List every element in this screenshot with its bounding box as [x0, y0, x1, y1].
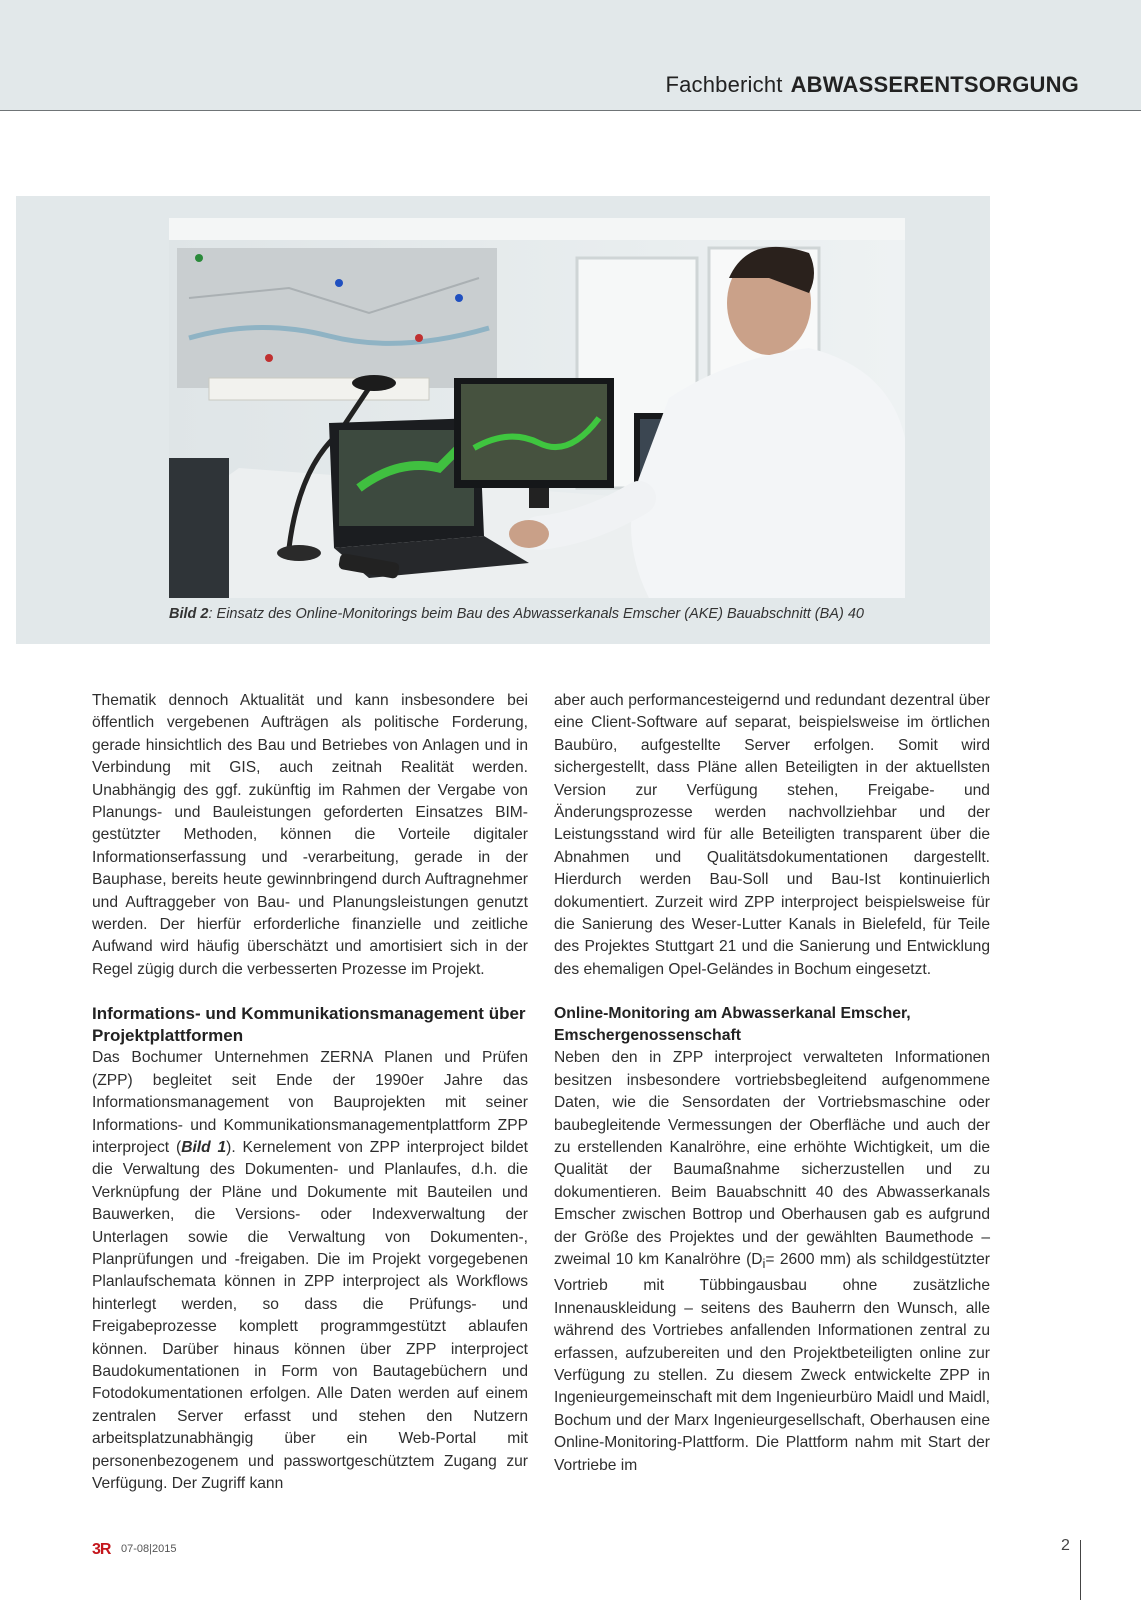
- right-paragraph-1: aber auch performancesteigernd und redundant dezentral über eine Client-Software auf separat, beispielsweise im örtlichen Baubüro, aufgestellte Server erfolgen. Somit wird sichergestellt, dass Pläne allen Beteiligten in der aktuellsten Version zur Verfügung stehen, Freigabe- und Änderungsprozesse werden nachvollziehbar und der Leistungsstand wird für alle Beteiligten transparent über die Abnahmen und Qualitätsdokumentationen dargestellt. Hierdurch werden Bau-Soll und Bau-Ist kontinuierlich dokumentiert. Zurzeit wird ZPP interproject beispielsweise für die Sanierung des Weser-Lutter Kanals in Bielefeld, für Teile des Projektes Stuttgart 21 und die Sanierung und Entwicklung des ehemaligen Opel-Geländes in Bochum eingesetzt.: [554, 692, 990, 978]
- right-column: [554, 690, 990, 1477]
- right-paragraph-2: [554, 1047, 990, 1477]
- page-header: [0, 0, 1141, 111]
- figure-caption-text: : Einsatz des Online-Monitorings beim Bau des Abwasserkanals Emscher (AKE) Bauabschnitt (BA) 40: [208, 606, 864, 622]
- header-section: Fachbericht: [665, 72, 783, 97]
- page-divider: [1080, 1540, 1081, 1600]
- right-p2-sub: i: [762, 1256, 766, 1272]
- journal-logo: 3R: [92, 1541, 111, 1558]
- left-section-heading: Informations- und Kommunikationsmanagement über Projektplattformen: [92, 1004, 526, 1046]
- figure-box: [16, 196, 990, 644]
- left-p2-after: ). Kernelement von ZPP interproject bildet die Verwaltung des Dokumenten- und Planlaufes, d.h. die Verknüpfung der Pläne und Dokumente mit Bauteilen und Bauwerken, die Versions- oder Indexverwaltung der Unterlagen sowie die Verwaltung von Dokumenten-, Planprüfungen und -freigaben. Die im Projekt vorgegebenen Planlaufschemata können in ZPP interproject als Workflows hinterlegt werden, so dass die Prüfungs- und Freigabeprozesse komplett programmgestützt ablaufen können. Darüber hinaus können über ZPP interproject Baudokumentationen in Form von Bautagebüchern und Fotodokumentationen erfolgen. Alle Daten werden auf einem zentralen Server erfasst und stehen den Nutzern arbeitsplatzunabhängig über ein Web-Portal mit personenbezogenem und passwortgeschütztem Zugang zur Verfügung. Der Zugriff kann: [92, 1138, 528, 1492]
- header-topic: ABWASSERENTSORGUNG: [790, 72, 1079, 97]
- left-paragraph-1: Thematik dennoch Aktualität und kann insbesondere bei öffentlich vergebenen Aufträgen als politische Forderung, gerade hinsichtlich des Bau und Betriebes von Anlagen und in Verbindung mit GIS, auch zeitnah Realität werden. Unabhängig des ggf. zukünftig im Rahmen der Vergabe von Planungs- und Bauleistungen geforderten Einsatzes BIM-gestützter Methoden, können die Vorteile digitaler Informationserfassung und -verarbeitung, gerade in der Bauphase, bereits heute gewinnbringend durch Auftragnehmer und Auftraggeber von Bau- und Planungsleistungen genutzt werden. Der hierfür erforderliche finanzielle und zeitliche Aufwand wird häufig überschätzt und amortisiert sich in der Regel zügig durch die verbesserten Prozesse im Projekt.: [92, 692, 528, 978]
- right-section-heading: Online-Monitoring am Abwasserkanal Emscher, Emschergenossenschaft: [554, 1005, 911, 1045]
- right-p2-after: = 2600 mm) als schildgestützter Vortrieb mit Tübbingausbau ohne zusätzliche Innenauskleidung – seitens des Bauherrn den Wunsch, alle während des Vortriebes anfallenden Informationen zentral zu erfassen, aufzubereiten und den Projektbeteiligten online zur Verfügung zu stellen. Zu diesem Zweck entwickelte ZPP in Ingenieurgemeinschaft mit dem Ingenieurbüro Maidl und Maidl, Bochum und der Marx Ingenieurgesellschaft, Oberhausen eine Online-Monitoring-Plattform. Die Plattform nahm mit Start der Vortriebe im: [554, 1250, 991, 1474]
- figure-photo: [169, 218, 905, 598]
- figure-label: Bild 2: [169, 606, 209, 622]
- right-p2-before: Neben den in ZPP interproject verwalteten Informationen besitzen insbesondere vortriebsbegleitend aufgenommene Daten, wie die Sensordaten der Vortriebsmaschine oder baubegleitende Vermessungen der Oberfläche und auch der zu erstellenden Kanalröhre, eine erhöhte Wichtigkeit, um die Qualität der Baumaßnahme sicherzustellen und zu dokumentieren. Beim Bauabschnitt 40 des Abwasserkanals Emscher zwischen Bottrop und Oberhausen gab es aufgrund der Größe des Projektes und der gewählten Baumethode – zweimal 10 km Kanalröhre (D: [554, 1049, 990, 1268]
- header-title: [665, 72, 1079, 98]
- left-p2-before: Das Bochumer Unternehmen ZERNA Planen und Prüfen (ZPP) begleitet seit Ende der 1990er Jahre das Informationsmanagement von Bauprojekten mit seiner Informations- und Kommunikationsmanagementplattform ZPP interproject (: [92, 1049, 528, 1156]
- left-column: [92, 690, 528, 1495]
- figure-caption: [169, 606, 929, 622]
- page-number: 2: [1061, 1537, 1070, 1554]
- left-paragraph-2: [92, 1047, 528, 1495]
- journal-issue: 07-08|2015: [121, 1543, 177, 1555]
- left-p2-ref: Bild 1: [181, 1138, 227, 1156]
